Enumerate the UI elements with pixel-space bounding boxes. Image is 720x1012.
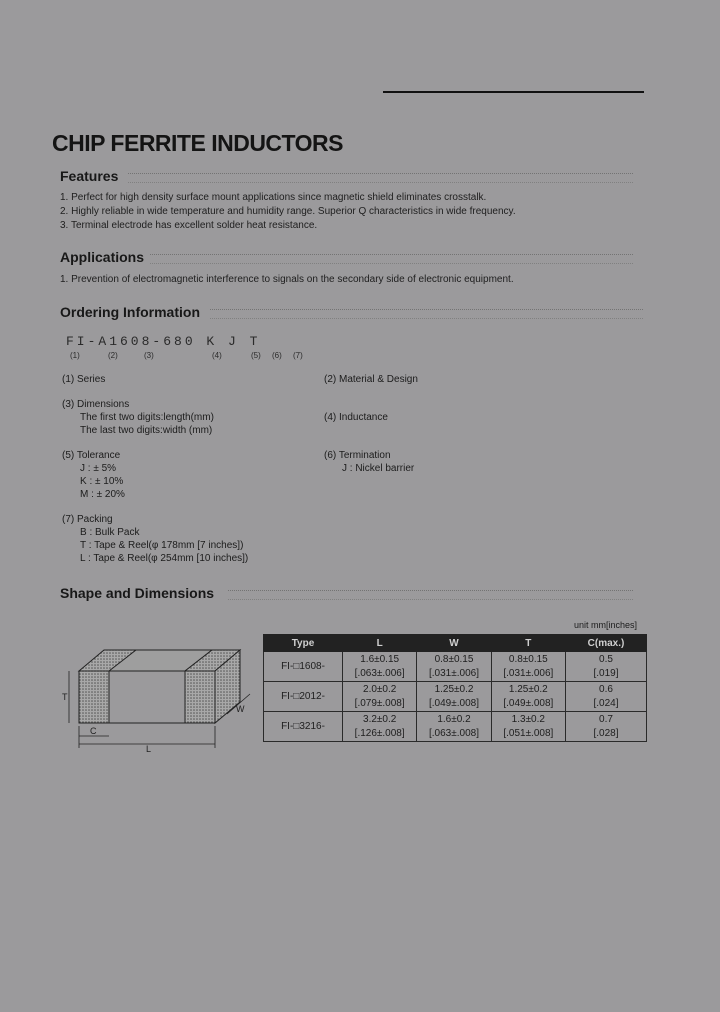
features-heading-noise <box>128 173 633 183</box>
ordering-heading: Ordering Information <box>60 304 200 320</box>
applications-heading-noise <box>150 254 633 264</box>
code-index-7: (7) <box>293 351 303 360</box>
dimensions-line-2: The last two digits:width (mm) <box>80 425 213 436</box>
feature-item-3: 3. Terminal electrode has excellent solder heat resistance. <box>60 220 318 231</box>
row-l: 1.6±0.15 [.063±.006] <box>343 652 417 682</box>
col-w: W <box>417 635 491 652</box>
code-index-1: (1) <box>70 351 80 360</box>
table-row <box>264 652 647 682</box>
packing-label: (7) Packing <box>62 514 113 525</box>
page-title: CHIP FERRITE INDUCTORS <box>52 130 344 156</box>
left-terminal-front <box>79 671 109 723</box>
tolerance-label: (5) Tolerance <box>62 450 121 461</box>
w-label: W <box>236 704 245 714</box>
table-row <box>264 712 647 742</box>
packing-item-t: T : Tape & Reel(φ 178mm [7 inches]) <box>80 540 244 551</box>
material-label: (2) Material & Design <box>324 374 418 385</box>
code-index-6: (6) <box>272 351 282 360</box>
row-c: 0.5 [.019] <box>566 652 647 682</box>
row-t: 1.25±0.2 [.049±.008] <box>491 682 565 712</box>
col-c: C(max.) <box>566 635 647 652</box>
right-terminal-front <box>185 671 215 723</box>
code-index-4: (4) <box>212 351 222 360</box>
dimensions-table <box>263 634 647 742</box>
row-type: FI-□3216- <box>264 712 343 742</box>
termination-label: (6) Termination <box>324 450 391 461</box>
termination-item: J : Nickel barrier <box>342 463 415 474</box>
row-l: 2.0±0.2 [.079±.008] <box>343 682 417 712</box>
application-item-1: 1. Prevention of electromagnetic interference to signals on the secondary side of electronic equipment. <box>60 274 514 285</box>
row-w: 0.8±0.15 [.031±.006] <box>417 652 491 682</box>
row-type: FI-□2012- <box>264 682 343 712</box>
ordering-heading-noise <box>210 309 643 319</box>
col-type: Type <box>264 635 343 652</box>
l-label: L <box>146 744 152 754</box>
code-index-2: (2) <box>108 351 118 360</box>
c-label: C <box>90 726 97 736</box>
row-l: 3.2±0.2 [.126±.008] <box>343 712 417 742</box>
ordering-code: FI-A1608-680 K J T <box>66 334 261 349</box>
features-heading: Features <box>60 168 119 184</box>
dimensions-label: (3) Dimensions <box>62 399 130 410</box>
header-rule <box>383 91 644 93</box>
tolerance-item-j: J : ± 5% <box>80 463 117 474</box>
inductance-label: (4) Inductance <box>324 412 388 423</box>
packing-item-b: B : Bulk Pack <box>80 527 140 538</box>
dimensions-line-1: The first two digits:length(mm) <box>80 412 214 423</box>
row-c: 0.6 [.024] <box>566 682 647 712</box>
col-l: L <box>343 635 417 652</box>
applications-heading: Applications <box>60 249 145 265</box>
tolerance-item-k: K : ± 10% <box>80 476 124 487</box>
col-t: T <box>491 635 565 652</box>
row-type: FI-□1608- <box>264 652 343 682</box>
row-w: 1.6±0.2 [.063±.008] <box>417 712 491 742</box>
packing-item-l: L : Tape & Reel(φ 254mm [10 inches]) <box>80 553 249 564</box>
tolerance-item-m: M : ± 20% <box>80 489 125 500</box>
row-t: 1.3±0.2 [.051±.008] <box>491 712 565 742</box>
t-label: T <box>62 692 68 702</box>
series-label: (1) Series <box>62 374 106 385</box>
chip-diagram <box>52 640 257 755</box>
feature-item-2: 2. Highly reliable in wide temperature and humidity range. Superior Q characteristics in wide frequency. <box>60 206 516 217</box>
row-t: 0.8±0.15 [.031±.006] <box>491 652 565 682</box>
code-index-3: (3) <box>144 351 154 360</box>
code-index-5: (5) <box>251 351 261 360</box>
table-row <box>264 682 647 712</box>
unit-label: unit mm[inches] <box>574 620 638 630</box>
shape-heading-noise <box>228 590 633 600</box>
row-w: 1.25±0.2 [.049±.008] <box>417 682 491 712</box>
shape-heading: Shape and Dimensions <box>60 585 215 601</box>
row-c: 0.7 [.028] <box>566 712 647 742</box>
table-header-row <box>264 635 647 652</box>
feature-item-1: 1. Perfect for high density surface mount applications since magnetic shield eliminates crosstalk. <box>60 192 487 203</box>
